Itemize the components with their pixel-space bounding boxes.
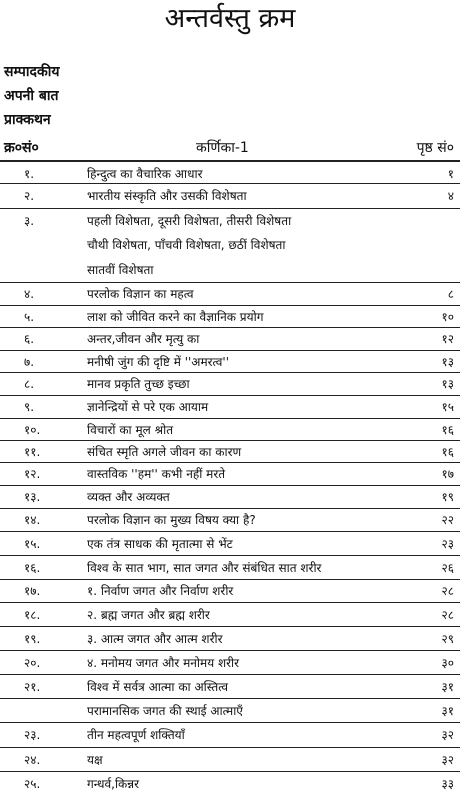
page-column-header: पृष्ठ सं० — [416, 140, 454, 156]
contents-row — [0, 396, 460, 419]
row-page-number: ३१ — [441, 680, 454, 694]
row-page-number: १६ — [441, 445, 454, 459]
contents-row — [0, 441, 460, 463]
row-page-number: ८ — [447, 287, 454, 301]
row-title: विचारों का मूल श्रोत — [87, 423, 174, 437]
row-page-number: १५ — [441, 400, 454, 414]
row-page-number: २२ — [441, 513, 454, 527]
page-title: अन्तर्वस्तु क्रम — [164, 3, 296, 34]
front-matter-own-words: अपनी बात — [4, 88, 59, 104]
row-serial-number: ४. — [24, 287, 35, 301]
row-page-number: १३ — [441, 377, 454, 391]
row-serial-number: १०. — [24, 423, 41, 437]
contents-row — [0, 164, 460, 184]
row-title: ज्ञानेन्द्रियों से परे एक आयाम — [87, 400, 209, 414]
row-title: चौथी विशेषता, पाँचवी विशेषता, छठीं विशेषता — [87, 238, 286, 252]
row-serial-number: ६. — [24, 332, 35, 346]
contents-row — [0, 419, 460, 441]
row-title: परलोक विज्ञान का मुख्य विषय क्या है? — [87, 513, 256, 527]
row-serial-number: ५. — [24, 310, 35, 324]
row-serial-number: १. — [24, 167, 35, 181]
contents-row — [0, 184, 460, 209]
row-title: अन्तर,जीवन और मृत्यु का — [87, 332, 200, 346]
row-title: यक्ष — [87, 753, 103, 767]
row-serial-number: २३. — [24, 728, 41, 742]
contents-row — [0, 627, 460, 651]
row-serial-number: २. — [24, 189, 35, 203]
row-page-number: २६ — [441, 561, 454, 575]
contents-row — [0, 233, 460, 257]
contents-row — [0, 723, 460, 748]
row-title: ४. मनोमय जगत और मनोमय शरीर — [87, 656, 240, 670]
row-title: पहली विशेषता, दूसरी विशेषता, तीसरी विशेषता — [87, 214, 292, 228]
contents-row — [0, 748, 460, 772]
contents-row — [0, 257, 460, 283]
row-page-number: ३३ — [441, 777, 454, 791]
row-serial-number: ८. — [24, 377, 35, 391]
row-page-number: २८ — [441, 608, 454, 622]
row-page-number: ३० — [441, 656, 454, 670]
row-serial-number: १५. — [24, 537, 41, 551]
row-title: सातवीं विशेषता — [87, 263, 154, 277]
row-title: भारतीय संस्कृति और उसकी विशेषता — [87, 189, 247, 203]
front-matter-editorial: सम्पादकीय — [4, 64, 60, 80]
contents-row — [0, 532, 460, 556]
row-title: लाश को जीवित करने का वैज्ञानिक प्रयोग — [87, 310, 264, 324]
contents-row — [0, 283, 460, 306]
row-title: मानव प्रकृति तुच्छ इच्छा — [87, 377, 190, 391]
row-title: व्यक्त और अव्यक्त — [87, 490, 170, 504]
contents-row — [0, 603, 460, 627]
row-title: संचित स्मृति अगले जीवन का कारण — [87, 445, 242, 459]
row-title: मनीषी जुंग की दृष्टि में ''अमरत्व'' — [87, 355, 230, 369]
row-page-number: २९ — [441, 632, 454, 646]
row-title: विश्व के सात भाग, सात जगत और संबंधित सात शरीर — [87, 561, 322, 575]
row-serial-number: २१. — [24, 680, 41, 694]
front-matter-preface: प्राक्कथन — [4, 112, 51, 128]
row-serial-number: ११. — [24, 445, 41, 459]
contents-row — [0, 772, 460, 796]
contents-row — [0, 373, 460, 396]
row-page-number: २८ — [441, 584, 454, 598]
row-page-number: १३ — [441, 355, 454, 369]
row-serial-number: ९. — [24, 400, 35, 414]
row-page-number: १६ — [441, 423, 454, 437]
row-serial-number: १७. — [24, 584, 41, 598]
row-title: हिन्दुत्व का वैचारिक आधार — [87, 167, 203, 181]
row-page-number: २३ — [441, 537, 454, 551]
row-serial-number: १६. — [24, 561, 41, 575]
row-serial-number: २५. — [24, 777, 41, 791]
row-page-number: ३१ — [441, 704, 454, 718]
row-title: वास्तविक ''हम'' कभी नहीं मरते — [87, 467, 226, 481]
row-title: परामानसिक जगत की स्थाई आत्माएँ — [87, 704, 243, 718]
row-title: एक तंत्र साधक की मृतात्मा से भेंट — [87, 537, 233, 551]
row-page-number: १७ — [441, 467, 454, 481]
row-title: परलोक विज्ञान का महत्व — [87, 287, 194, 301]
row-serial-number: १९. — [24, 632, 41, 646]
row-page-number: ४ — [447, 189, 454, 203]
row-title: १. निर्वाण जगत और निर्वाण शरीर — [87, 584, 234, 598]
row-title: तीन महत्वपूर्ण शक्तियाँ — [87, 728, 185, 742]
header-rule — [0, 160, 460, 162]
row-serial-number: २०. — [24, 656, 41, 670]
row-serial-number: २४. — [24, 753, 41, 767]
row-title: २. ब्रह्म जगत और ब्रह्म शरीर — [87, 608, 210, 622]
contents-row — [0, 351, 460, 373]
row-page-number: १२ — [441, 332, 454, 346]
contents-row — [0, 463, 460, 486]
row-page-number: ३२ — [441, 753, 454, 767]
row-serial-number: १८. — [24, 608, 41, 622]
row-title: विश्व में सर्वत्र आत्मा का अस्तित्व — [87, 680, 229, 694]
row-page-number: १० — [441, 310, 454, 324]
contents-row — [0, 556, 460, 580]
row-serial-number: ७. — [24, 355, 35, 369]
row-page-number: १९ — [441, 490, 454, 504]
row-serial-number: १४. — [24, 513, 41, 527]
contents-row — [0, 209, 460, 233]
row-page-number: ३२ — [441, 728, 454, 742]
contents-row — [0, 580, 460, 603]
contents-row — [0, 675, 460, 699]
row-serial-number: १२. — [24, 467, 41, 481]
contents-row — [0, 328, 460, 351]
contents-row — [0, 486, 460, 509]
row-serial-number: १३. — [24, 490, 41, 504]
chapter-heading: कर्णिका-1 — [196, 140, 249, 156]
contents-row — [0, 699, 460, 723]
row-title: गन्धर्व,किन्नर — [87, 777, 140, 791]
contents-row — [0, 509, 460, 532]
row-title: ३. आत्म जगत और आत्म शरीर — [87, 632, 223, 646]
contents-row — [0, 306, 460, 328]
row-page-number: १ — [447, 167, 454, 181]
row-serial-number: ३. — [24, 214, 35, 228]
contents-row — [0, 651, 460, 675]
serial-column-header: क्र०सं० — [4, 140, 39, 156]
